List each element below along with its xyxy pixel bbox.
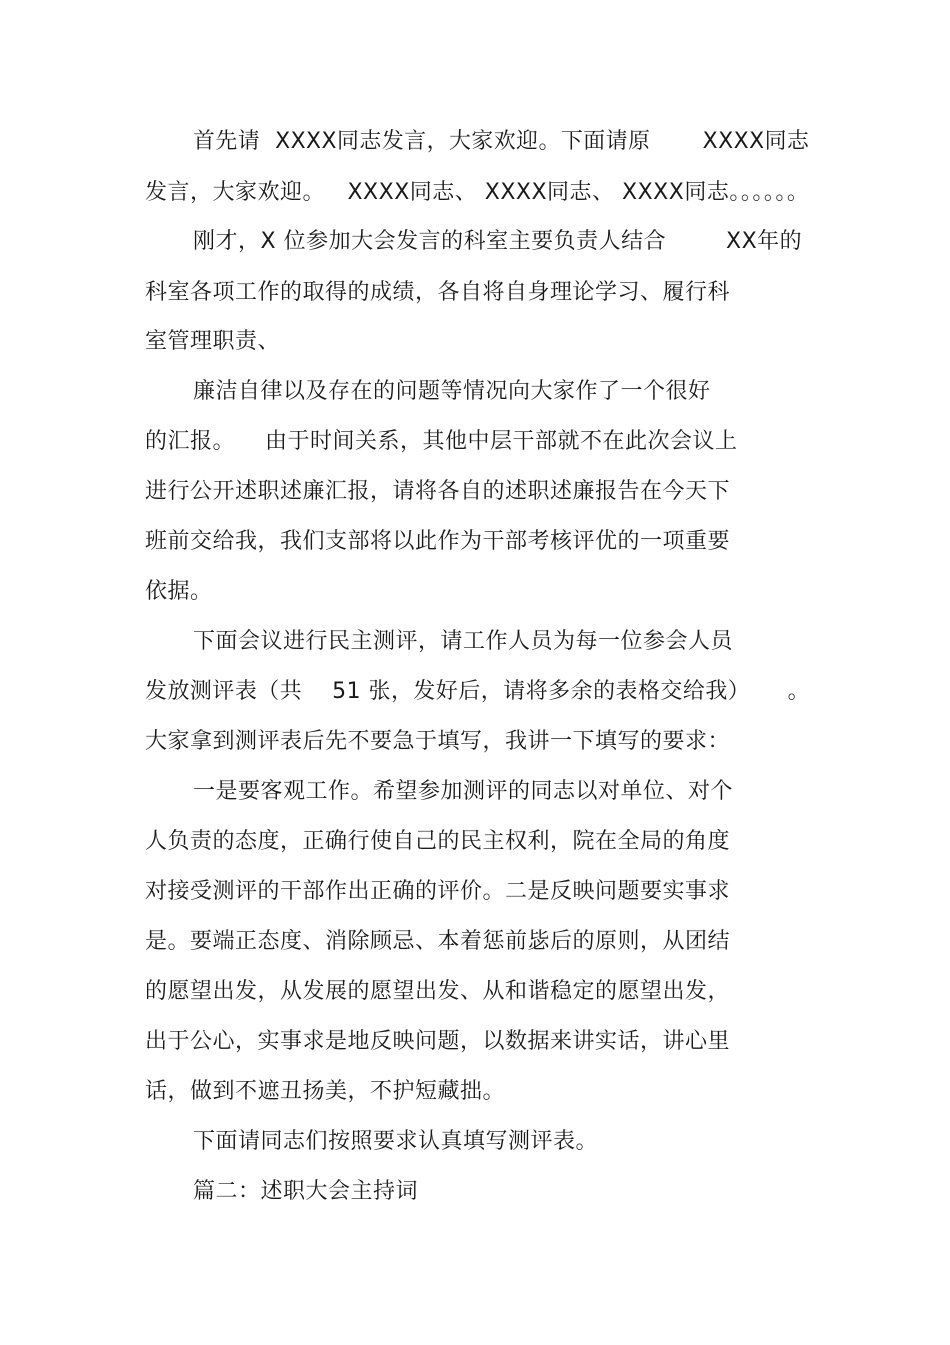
text-line: 对接受测评的干部作出正确的评价。二是反映问题要实事求 [145,879,731,904]
text-line: 下面请同志们按照要求认真填写测评表。 [193,1129,599,1154]
text-line: 的汇报。 由于时间关系，其他中层干部就不在此次会议上 [145,429,738,454]
text-line: 首先请 XXXX同志发言，大家欢迎。下面请原 XXXX同志 [193,129,810,154]
text-line: 一是要客观工作。希望参加测评的同志以对单位、对个 [193,779,734,804]
text-line: 是。要端正态度、消除顾忌、本着惩前毖后的原则，从团结 [145,929,731,954]
text-line: 科室各项工作的取得的成绩，各自将自身理论学习、履行科 [145,280,731,305]
text-line: 室管理职责、 [145,329,281,354]
text-line: 的愿望出发，从发展的愿望出发、从和谐稳定的愿望出发， [145,979,731,1004]
text-line: 刚才，X 位参加大会发言的科室主要负责人结合 XX年的 [193,229,803,254]
section-heading: 篇二：述职大会主持词 [193,1179,419,1204]
text-line: 出于公心，实事求是地反映问题，以数据来讲实话，讲心里 [145,1029,731,1054]
text-line: 大家拿到测评表后先不要急于填写，我讲一下填写的要求： [145,729,731,754]
text-line: 依据。 [145,579,213,604]
text-line: 话，做到不遮丑扬美，不护短藏拙。 [145,1079,506,1104]
text-line: 发放测评表（共 51 张，发好后，请将多余的表格交给我） 。 [145,679,811,704]
text-line: 下面会议进行民主测评，请工作人员为每一位参会人员 [193,629,734,654]
text-line: 进行公开述职述廉汇报，请将各自的述职述廉报告在今天下 [145,479,731,504]
text-line: 廉洁自律以及存在的问题等情况向大家作了一个很好 [193,379,711,404]
text-line: 发言，大家欢迎。 XXXX同志、 XXXX同志、 XXXX同志。。。。。。 [145,180,810,205]
text-line: 人负责的态度，正确行使自己的民主权利，院在全局的角度 [145,829,731,854]
text-line: 班前交给我，我们支部将以此作为干部考核评优的一项重要 [145,529,731,554]
